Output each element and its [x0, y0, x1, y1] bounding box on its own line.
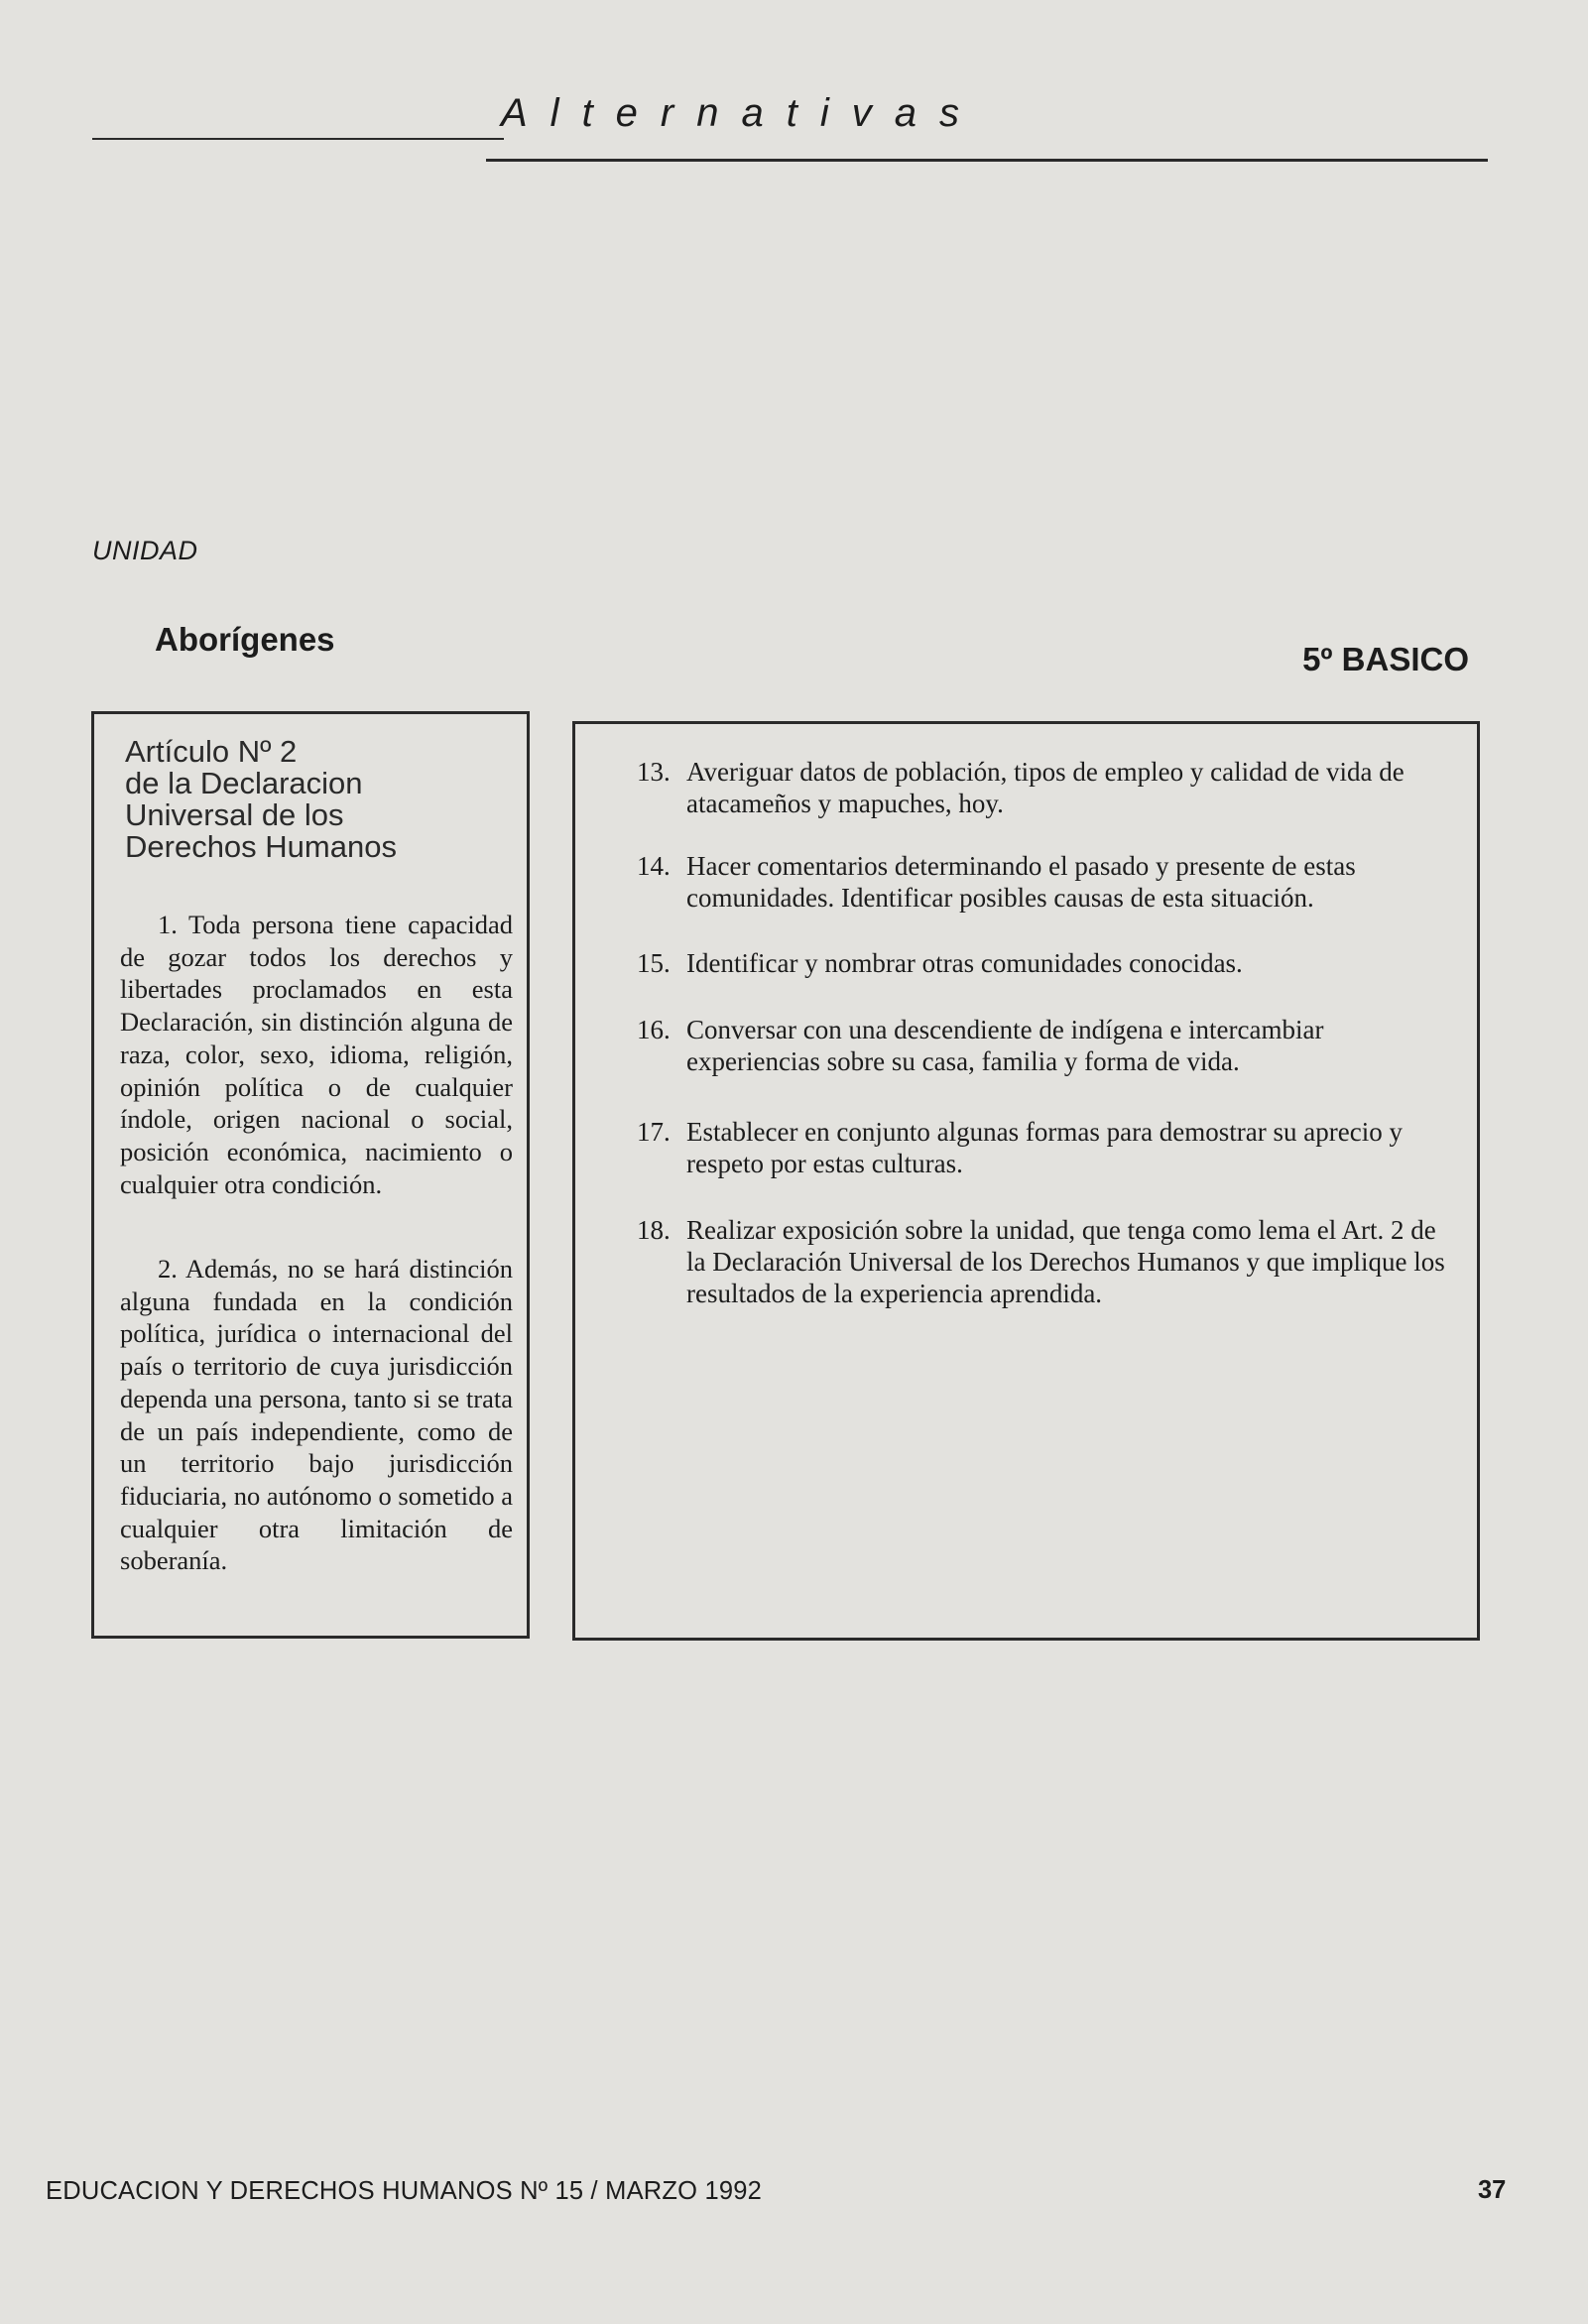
activity-number: 18.	[637, 1215, 671, 1245]
unit-label: UNIDAD	[92, 536, 198, 565]
activity-item	[637, 1116, 1460, 1179]
article-paragraph: 2. Además, no se hará distinción alguna fundada en la condición política, jurídica o internacional del país o territorio de cuya jurisdicción dependa una persona, tanto si se trata de un país independiente, como de un territorio bajo jurisdicción fiduciaria, no autónomo o sometido a cualquier otra limitación de soberanía.	[120, 1254, 513, 1576]
activity-number: 17.	[637, 1117, 671, 1147]
activity-text: Hacer comentarios determinando el pasado y presente de estas comunidades. Identificar posibles causas de esta situación.	[686, 851, 1356, 913]
activity-number: 16.	[637, 1015, 671, 1044]
activity-text: Averiguar datos de población, tipos de empleo y calidad de vida de atacameños y mapuches, hoy.	[686, 757, 1405, 818]
activity-text: Identificar y nombrar otras comunidades conocidas.	[686, 948, 1243, 978]
footer-publication: EDUCACION Y DERECHOS HUMANOS Nº 15 / MARZO 1992	[46, 2177, 763, 2205]
activity-number: 14.	[637, 851, 671, 881]
activity-item	[637, 947, 1460, 979]
header-rule	[92, 138, 504, 140]
activity-item	[637, 1214, 1460, 1309]
header-rule	[486, 159, 1488, 162]
activity-text: Realizar exposición sobre la unidad, que tenga como lema el Art. 2 de la Declaración Universal de los Derechos Humanos y que implique los resultados de la experiencia aprendida.	[686, 1215, 1445, 1308]
activity-item	[637, 850, 1460, 914]
article-paragraph: 1. Toda persona tiene capacidad de gozar todos los derechos y libertades proclamados en esta Declaración, sin distinción alguna de raza, color, sexo, idioma, religión, opinión política o de cualquier índole, origen nacional o social, posición económica, nacimiento o cualquier otra condición.	[120, 910, 513, 1199]
page-number: 37	[1478, 2176, 1507, 2204]
activity-item	[637, 756, 1460, 819]
page-header-title: Alternativas	[501, 91, 982, 135]
activity-item	[637, 1014, 1460, 1077]
activity-number: 13.	[637, 757, 671, 787]
activity-text: Establecer en conjunto algunas formas para demostrar su aprecio y respeto por estas culturas.	[686, 1117, 1403, 1178]
activity-text: Conversar con una descendiente de indígena e intercambiar experiencias sobre su casa, familia y forma de vida.	[686, 1015, 1324, 1076]
activities-box	[572, 721, 1480, 1641]
unit-title: Aborígenes	[155, 621, 335, 658]
activity-number: 15.	[637, 948, 671, 978]
article-box	[91, 711, 530, 1639]
article-heading: Artículo Nº 2 de la Declaracion Universal de los Derechos Humanos	[125, 734, 397, 864]
grade-label: 5º BASICO	[1302, 641, 1469, 677]
